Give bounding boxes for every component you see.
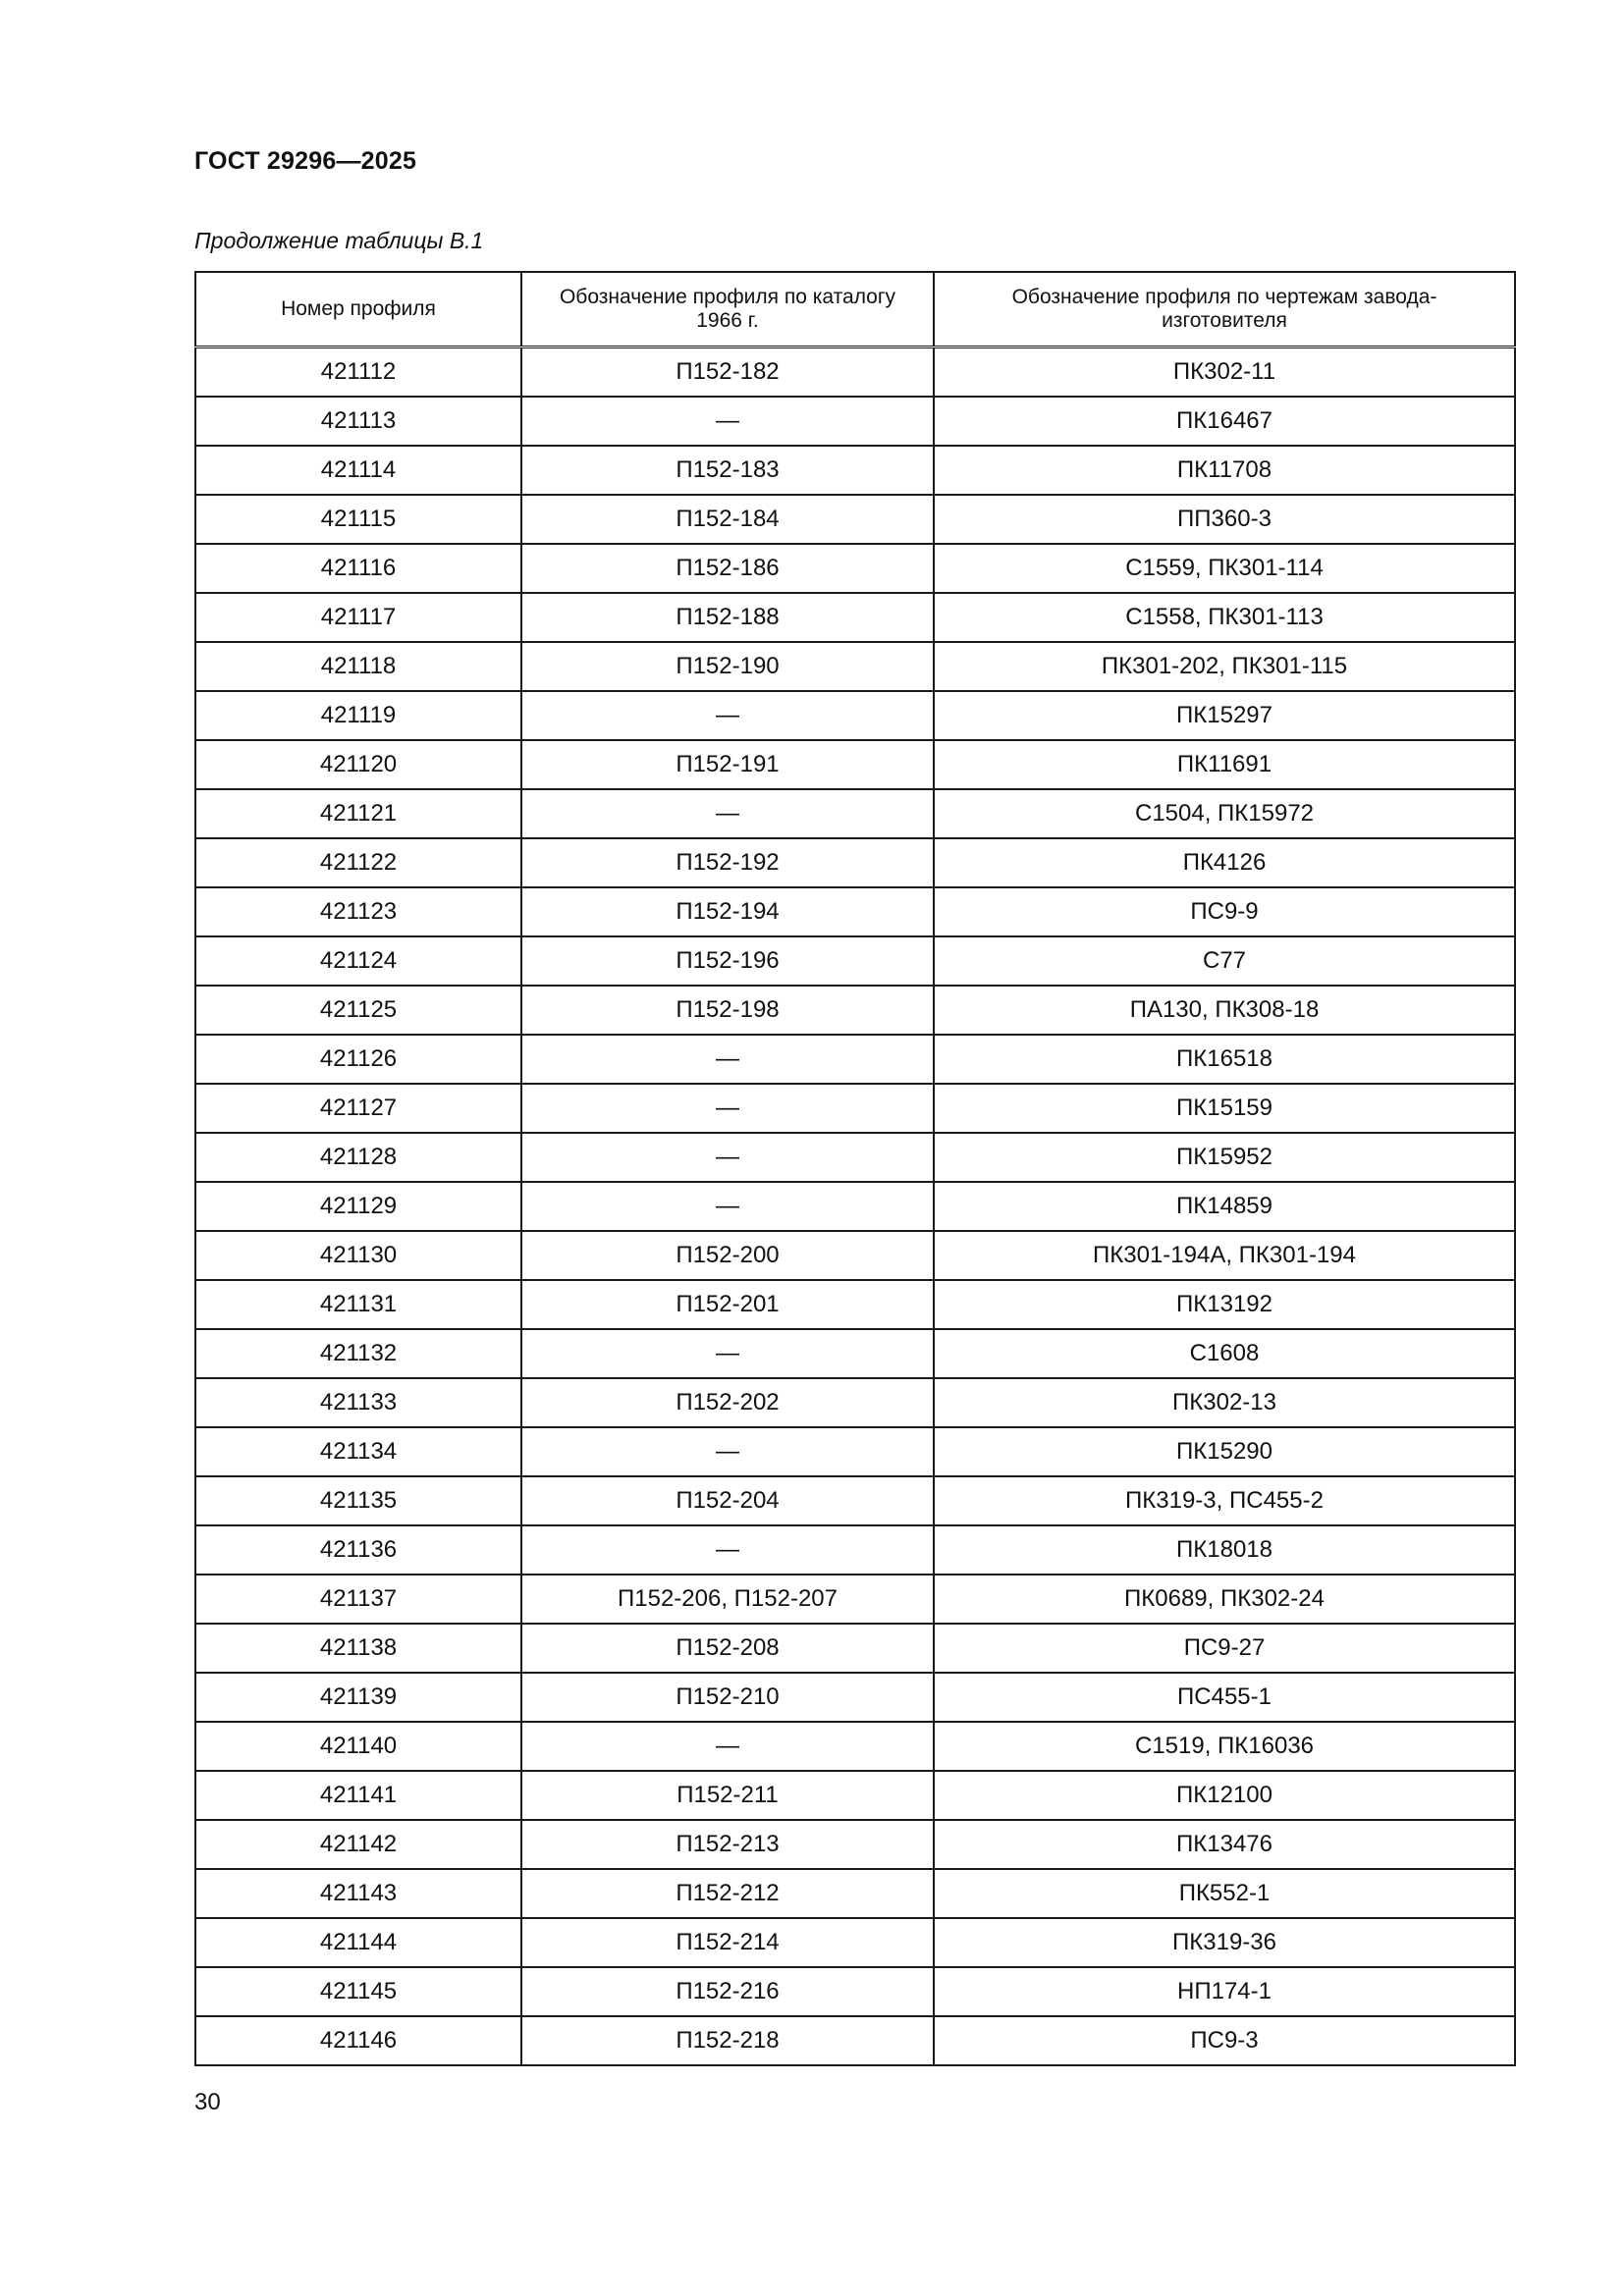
profile-number-cell: 421124 <box>195 936 521 986</box>
profile-number-cell: 421116 <box>195 544 521 593</box>
table-row <box>195 1673 1515 1722</box>
catalog-designation-cell: П152-186 <box>521 544 934 593</box>
factory-designation-cell: ПК319-3, ПС455-2 <box>934 1476 1515 1525</box>
table-row <box>195 347 1515 398</box>
table-header <box>195 272 1515 347</box>
profile-number-cell: 421136 <box>195 1525 521 1575</box>
table-row <box>195 495 1515 544</box>
table-row <box>195 1231 1515 1280</box>
catalog-designation-cell: — <box>521 1329 934 1378</box>
catalog-designation-cell: П152-182 <box>521 347 934 398</box>
table-row <box>195 887 1515 936</box>
table-row <box>195 1427 1515 1476</box>
table-row <box>195 397 1515 446</box>
factory-designation-cell: ПК0689, ПК302-24 <box>934 1575 1515 1624</box>
factory-designation-cell: ПК15290 <box>934 1427 1515 1476</box>
catalog-designation-cell: П152-198 <box>521 986 934 1035</box>
table-row <box>195 2016 1515 2065</box>
catalog-designation-cell: П152-210 <box>521 1673 934 1722</box>
table-row <box>195 1476 1515 1525</box>
profile-number-cell: 421143 <box>195 1869 521 1918</box>
table-row <box>195 1525 1515 1575</box>
profile-number-cell: 421131 <box>195 1280 521 1329</box>
profile-number-cell: 421135 <box>195 1476 521 1525</box>
profile-table <box>194 271 1516 2066</box>
factory-designation-cell: НП174-1 <box>934 1967 1515 2016</box>
factory-designation-cell: ПС9-3 <box>934 2016 1515 2065</box>
catalog-designation-cell: — <box>521 1133 934 1182</box>
catalog-designation-cell: П152-190 <box>521 642 934 691</box>
factory-designation-cell: С1504, ПК15972 <box>934 789 1515 838</box>
table-row <box>195 1869 1515 1918</box>
table-row <box>195 1575 1515 1624</box>
catalog-designation-cell: П152-201 <box>521 1280 934 1329</box>
catalog-designation-cell: П152-214 <box>521 1918 934 1967</box>
factory-designation-cell: ПК16518 <box>934 1035 1515 1084</box>
factory-designation-cell: ПК15297 <box>934 691 1515 740</box>
header-row <box>195 272 1515 347</box>
catalog-designation-cell: П152-211 <box>521 1771 934 1820</box>
profile-number-cell: 421127 <box>195 1084 521 1133</box>
table-row <box>195 642 1515 691</box>
table-row <box>195 789 1515 838</box>
catalog-designation-cell: П152-183 <box>521 446 934 495</box>
profile-number-cell: 421142 <box>195 1820 521 1869</box>
catalog-designation-cell: П152-216 <box>521 1967 934 2016</box>
profile-number-cell: 421132 <box>195 1329 521 1378</box>
profile-number-cell: 421123 <box>195 887 521 936</box>
factory-designation-cell: ПС9-9 <box>934 887 1515 936</box>
catalog-designation-cell: — <box>521 1035 934 1084</box>
factory-designation-cell: ПК13476 <box>934 1820 1515 1869</box>
table-row <box>195 1035 1515 1084</box>
factory-designation-cell: ПК18018 <box>934 1525 1515 1575</box>
profile-number-cell: 421112 <box>195 347 521 398</box>
catalog-designation-cell: П152-191 <box>521 740 934 789</box>
profile-number-cell: 421122 <box>195 838 521 887</box>
profile-number-cell: 421144 <box>195 1918 521 1967</box>
profile-number-cell: 421125 <box>195 986 521 1035</box>
table-row <box>195 1771 1515 1820</box>
profile-number-cell: 421145 <box>195 1967 521 2016</box>
table-row <box>195 593 1515 642</box>
profile-number-cell: 421141 <box>195 1771 521 1820</box>
profile-number-cell: 421118 <box>195 642 521 691</box>
profile-number-cell: 421133 <box>195 1378 521 1427</box>
factory-designation-cell: ПА130, ПК308-18 <box>934 986 1515 1035</box>
profile-number-cell: 421129 <box>195 1182 521 1231</box>
factory-designation-cell: ПС455-1 <box>934 1673 1515 1722</box>
table-row <box>195 1084 1515 1133</box>
catalog-designation-cell: П152-188 <box>521 593 934 642</box>
catalog-designation-cell: П152-192 <box>521 838 934 887</box>
catalog-designation-cell: П152-202 <box>521 1378 934 1427</box>
factory-designation-cell: ПК4126 <box>934 838 1515 887</box>
catalog-designation-cell: П152-184 <box>521 495 934 544</box>
factory-designation-cell: ПК301-194А, ПК301-194 <box>934 1231 1515 1280</box>
table-row <box>195 1624 1515 1673</box>
catalog-designation-cell: — <box>521 1182 934 1231</box>
factory-designation-cell: С1558, ПК301-113 <box>934 593 1515 642</box>
table-row <box>195 1182 1515 1231</box>
profile-number-cell: 421146 <box>195 2016 521 2065</box>
table-row <box>195 1722 1515 1771</box>
catalog-designation-cell: — <box>521 1525 934 1575</box>
profile-number-cell: 421140 <box>195 1722 521 1771</box>
catalog-designation-cell: П152-204 <box>521 1476 934 1525</box>
factory-designation-cell: ПК301-202, ПК301-115 <box>934 642 1515 691</box>
factory-designation-cell: ПК15159 <box>934 1084 1515 1133</box>
table-row <box>195 936 1515 986</box>
factory-designation-cell: С1519, ПК16036 <box>934 1722 1515 1771</box>
catalog-designation-cell: П152-196 <box>521 936 934 986</box>
table-row <box>195 1133 1515 1182</box>
factory-designation-cell: ПК12100 <box>934 1771 1515 1820</box>
profile-number-cell: 421115 <box>195 495 521 544</box>
table-row <box>195 1280 1515 1329</box>
factory-designation-cell: ПК15952 <box>934 1133 1515 1182</box>
profile-number-cell: 421117 <box>195 593 521 642</box>
profile-number-cell: 421113 <box>195 397 521 446</box>
table-row <box>195 1918 1515 1967</box>
profile-number-cell: 421134 <box>195 1427 521 1476</box>
table-row <box>195 740 1515 789</box>
table-body <box>195 347 1515 2066</box>
catalog-designation-cell: — <box>521 691 934 740</box>
table-row <box>195 1967 1515 2016</box>
factory-designation-cell: ПК13192 <box>934 1280 1515 1329</box>
column-header-factory-drawings: Обозначение профиля по чертежам завода-изготовителя <box>934 272 1515 347</box>
factory-designation-cell: ПП360-3 <box>934 495 1515 544</box>
catalog-designation-cell: — <box>521 1427 934 1476</box>
catalog-designation-cell: — <box>521 789 934 838</box>
factory-designation-cell: ПК16467 <box>934 397 1515 446</box>
profile-number-cell: 421130 <box>195 1231 521 1280</box>
table-row <box>195 986 1515 1035</box>
factory-designation-cell: ПК11691 <box>934 740 1515 789</box>
factory-designation-cell: ПК319-36 <box>934 1918 1515 1967</box>
profile-number-cell: 421138 <box>195 1624 521 1673</box>
table-row <box>195 1378 1515 1427</box>
table-row <box>195 838 1515 887</box>
factory-designation-cell: ПК302-11 <box>934 347 1515 398</box>
profile-number-cell: 421120 <box>195 740 521 789</box>
catalog-designation-cell: П152-208 <box>521 1624 934 1673</box>
factory-designation-cell: ПК11708 <box>934 446 1515 495</box>
profile-number-cell: 421137 <box>195 1575 521 1624</box>
profile-number-cell: 421128 <box>195 1133 521 1182</box>
profile-number-cell: 421119 <box>195 691 521 740</box>
catalog-designation-cell: П152-218 <box>521 2016 934 2065</box>
catalog-designation-cell: П152-212 <box>521 1869 934 1918</box>
catalog-designation-cell: — <box>521 1084 934 1133</box>
factory-designation-cell: С1559, ПК301-114 <box>934 544 1515 593</box>
factory-designation-cell: С77 <box>934 936 1515 986</box>
catalog-designation-cell: П152-213 <box>521 1820 934 1869</box>
factory-designation-cell: ПК14859 <box>934 1182 1515 1231</box>
factory-designation-cell: ПС9-27 <box>934 1624 1515 1673</box>
factory-designation-cell: С1608 <box>934 1329 1515 1378</box>
table-row <box>195 544 1515 593</box>
factory-designation-cell: ПК552-1 <box>934 1869 1515 1918</box>
table-row <box>195 446 1515 495</box>
page-number: 30 <box>194 2089 221 2115</box>
catalog-designation-cell: — <box>521 397 934 446</box>
table-caption: Продолжение таблицы В.1 <box>194 228 484 253</box>
table-row <box>195 1329 1515 1378</box>
profile-number-cell: 421121 <box>195 789 521 838</box>
factory-designation-cell: ПК302-13 <box>934 1378 1515 1427</box>
column-header-profile-number: Номер профиля <box>195 272 521 347</box>
table-row <box>195 1820 1515 1869</box>
catalog-designation-cell: — <box>521 1722 934 1771</box>
table-row <box>195 691 1515 740</box>
catalog-designation-cell: П152-206, П152-207 <box>521 1575 934 1624</box>
catalog-designation-cell: П152-200 <box>521 1231 934 1280</box>
profile-number-cell: 421139 <box>195 1673 521 1722</box>
column-header-catalog-1966: Обозначение профиля по каталогу 1966 г. <box>521 272 934 347</box>
catalog-designation-cell: П152-194 <box>521 887 934 936</box>
document-title: ГОСТ 29296—2025 <box>194 147 417 175</box>
profile-number-cell: 421114 <box>195 446 521 495</box>
profile-number-cell: 421126 <box>195 1035 521 1084</box>
